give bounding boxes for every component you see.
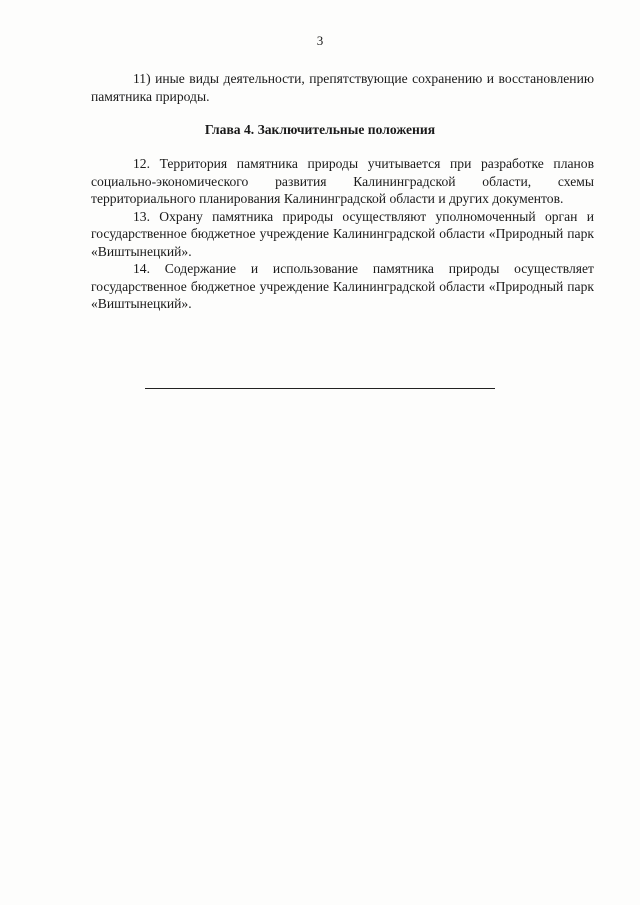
intro-block [91, 70, 594, 105]
body-block [91, 155, 594, 313]
paragraph-13: 13. Охрану памятника природы осуществляют уполномоченный орган и государственное бюджетное учреждение Калининградской области «Природный парк «Виштынецкий». [91, 208, 594, 259]
chapter-title: Глава 4. Заключительные положения [204, 122, 436, 137]
paragraph-12: 12. Территория памятника природы учитывается при разработке планов социально-экономического развития Калининградской области, схемы территориального планирования Калининградской области и других документов. [91, 156, 594, 206]
page-number: 3 [316, 33, 324, 48]
paragraph-14: 14. Содержание и использование памятника природы осуществляет государственное бюджетное учреждение Калининградской области «Природный парк «Виштынецкий». [91, 261, 594, 311]
end-divider-line [145, 388, 495, 389]
paragraph-11: 11) иные виды деятельности, препятствующие сохранению и восстановлению памятника природы. [91, 71, 594, 104]
